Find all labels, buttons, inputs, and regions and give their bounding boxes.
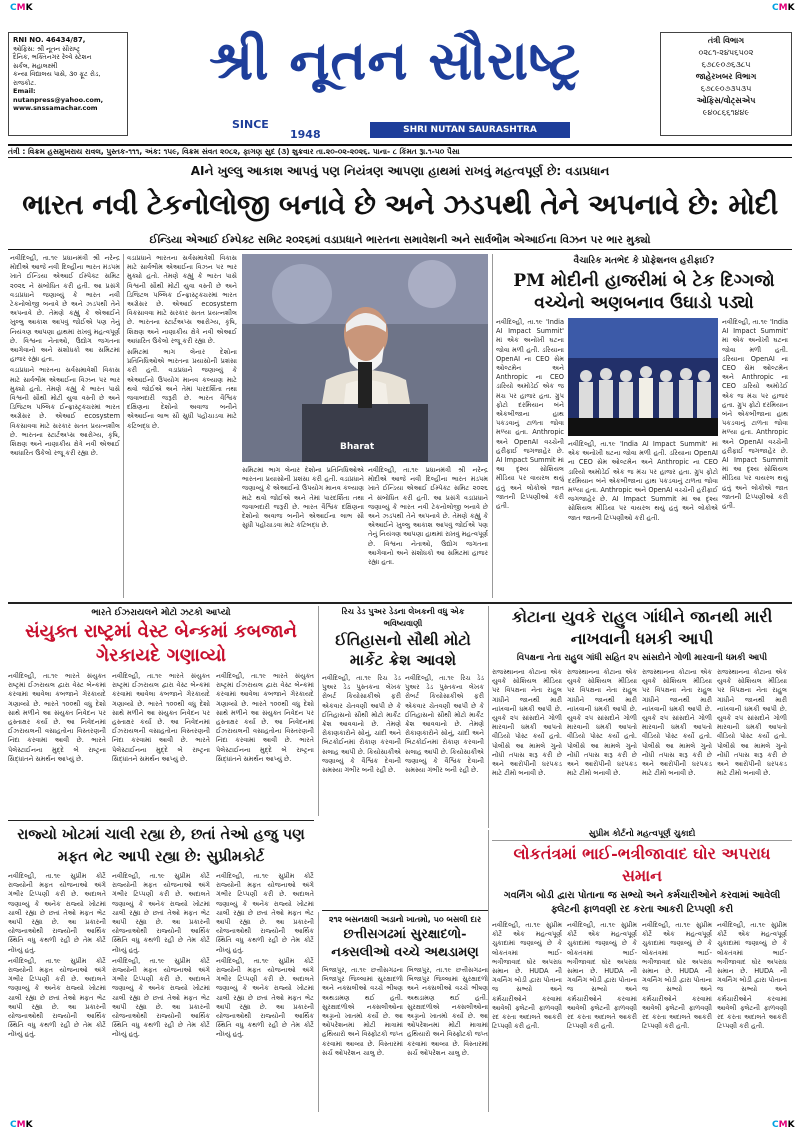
article-headline: લોકતંત્રમાં ભાઈ-ભત્રીજાવાદ ઘોર અપરાધ સમાન xyxy=(513,844,771,885)
lead-body-col-2: વડાપ્રધાને ભારતના સર્વસમાવેશી વિકાસ માટે સાર્વભૌમ એઆઈના વિઝન પર ભાર મુક્યો હતો. તેમણે કહ્યું કે ભારત પાસે વિશ્વની સૌથી મોટી યુવા વસ્તી છે અને ડિજિટલ પબ્લિક ઈન્ફ્રાસ્ટ્રક્ચરમાં ભારત અગ્રેસર છે. એઆઈ ecosystem વિકસાવવા માટે સરકાર સતત પ્રયત્નશીલ છે. ભારતના સ્ટાર્ટઅપ્સ આરોગ્ય, કૃષિ, શિક્ષણ અને નાણાકીય ક્ષેત્રે નવી એઆઈ આધારિત ઉકેલો રજૂ કરી રહ્યા છે. સમિટમાં ભાગ લેનાર દેશોના પ્રતિનિધિઓએ ભારતના પ્રયાસોની પ્રશંસા કરી હતી. વડાપ્રધાને જણાવ્યું કે એઆઈનો ઉપયોગ માનવ કલ્યાણ માટે થવો જોઈએ અને તેમાં પારદર્શિતા તથા જવાબદારી જરૂરી છે. ભારત વૈશ્વિક દક્ષિણના દેશોનો અવાજ બનીને એઆઈના લાભ સૌ સુધી પહોંચાડવા માટે કટિબદ્ધ છે. xyxy=(127,254,237,430)
article-chhattisgarh xyxy=(322,914,488,1112)
article-body-col: નવીદિલ્હી, તા.૧૯ ભારતે સંયુક્ત રાષ્ટ્રમાં ઈઝરાયલ દ્વારા વેસ્ટ બેન્કમાં કરવામાં આવેલા કબજાને ગેરકાયદે ગણાવ્યો છે. ભારતે ૧૦૦થી વધુ દેશો સાથે મળીને આ સંયુક્ત નિવેદન પર હસ્તાક્ષર કર્યા છે. આ નિવેદનમાં ઈઝરાયલની વસાહતોના વિસ્તરણની નિંદા કરવામાં આવી છે. ભારતે પેલેસ્ટાઈનના મુદ્દે બે રાષ્ટ્રના સિદ્ધાંતને સમર્થન આપ્યું છે. xyxy=(216,672,314,763)
article-body-col: નવીદિલ્હી, તા.૧૯ સુપ્રીમ કોર્ટે એક મહત્વપૂર્ણ ચુકાદામાં જણાવ્યું છે કે લોકતંત્રમાં ભાઈ-ભત્રીજાવાદ ઘોર અપરાધ સમાન છે. HUDA ની ગવર્નિંગ બોડી દ્વારા પોતાના જ સભ્યો અને કર્મચારીઓને કરવામાં આવેલી ફ્લેટની ફાળવણી રદ કરતા અદાલતે આકરી ટિપ્પણી કરી હતી. xyxy=(567,921,637,1031)
pm-headline: PM મોદીની હાજરીમાં બે ટેક દિગ્ગજો વચ્ચેનો અણબનાવ ઉઘાડો પડ્યો xyxy=(513,271,775,313)
since-label: SINCE xyxy=(232,118,269,131)
since-year: 1948 xyxy=(290,128,321,141)
lead-body-col-4: નવીદિલ્હી, તા.૧૯ પ્રધાનમંત્રી શ્રી નરેન્દ્ર મોદીએ આજે નવી દિલ્હીના ભારત મંડપમ ખાતે ઈન્ડિયા એઆઈ ઈમ્પેક્ટ સમિટ ૨૦૨૬ ને સંબોધિત કરી હતી. આ પ્રસંગે વડાપ્રધાને જણાવ્યું કે ભારત નવી ટેકનોલોજી બનાવે છે અને ઝડપથી તેને અપનાવે છે. તેમણે કહ્યું કે એઆઈને ખુલ્લુ આકાશ આપવું જોઈએ પણ તેનું નિયંત્રણ આપણા હાથમાં રાખવું મહત્વપૂર્ણ છે. વિશ્વના નેતાઓ, ઉદ્યોગ જગતના આગેવાનો અને સંશોધકો આ સમિટમાં હાજર રહ્યા હતા. xyxy=(368,466,488,567)
article-kicker: રિચ ડેડ પુઅર ડેડના લેખકની વધુ એક ભવિષ્યવાણી xyxy=(341,607,465,628)
article-body-col: રાજસ્થાનના કોટાના એક યુવકે સોશિયલ મીડિયા પર વિપક્ષના નેતા રાહુલ ગાંધીને જાનથી મારી નાખવાની ધમકી આપી છે. યુવકે ૨૫ સાંસદોને ગોળી મારવાની ધમકી આપતો વીડિયો પોસ્ટ કર્યો હતો. પોલીસે આ મામલે ગુનો નોંધી તપાસ શરૂ કરી છે અને આરોપીની ધરપકડ માટે ટીમો બનાવી છે. xyxy=(567,668,637,778)
masthead-right-info: તંત્રી વિભાગ ૦૨૮૧-૨૪૫૬૫૦૨ ૬૭૮૯૦૭૬૩૮૫ જાહેરખબર વિભાગ ૬૭૮૯૦૭૩૫૩૫ ઓફિસ/વોટ્સએપ ૯૪૦૮૬૬૧૪૪૯ xyxy=(660,32,792,136)
article-body-col: બિજાપુર, તા.૧૯ છત્તીસગઢના બિજાપુર જિલ્લામાં સુરક્ષાદળો અને નક્સલીઓ વચ્ચે ભીષણ અથડામણ થઈ હતી. સુરક્ષાદળોએ નક્સલીઓના અડ્ડાનો ખાતમો કર્યો છે. આ ઓપરેશનમાં મોટી માત્રામાં હથિયારો અને વિસ્ફોટકો જપ્ત કરવામાં આવ્યા છે. વિસ્તારમાં સર્ચ ઓપરેશન ચાલુ છે. xyxy=(322,966,403,1057)
masthead-left-info: RNI NO. 46434/87, ઓફિસ: શ્રી નૂતન સૌરાષ્ટ્ર દૈનિક, ભક્તિનગર રેલ્વે સ્ટેશન સર્કલ, મહાલક્ષ્મી કન્યા વિદ્યાલય પાસે, ૩૦ ફૂટ રોડ, રાજકોટ. Email: nutanpress@yahoo.com, www.snssamachar.com xyxy=(8,32,128,136)
article-body-col: નવીદિલ્હી, તા.૧૯ સુપ્રીમ કોર્ટે રાજ્યોની મફત યોજનાઓ અંગે ગંભીર ટિપ્પણી કરી છે. અદાલતે જણાવ્યું કે અનેક રાજ્યો ખોટમાં ચાલી રહ્યા છે છતાં તેઓ મફત ભેટ આપી રહ્યા છે. આ પ્રકારની યોજનાઓથી રાજ્યોની આર્થિક સ્થિતિ વધુ કથળી રહી છે તેમ કોર્ટે નોંધ્યું હતું. નવીદિલ્હી, તા.૧૯ સુપ્રીમ કોર્ટે રાજ્યોની મફત યોજનાઓ અંગે ગંભીર ટિપ્પણી કરી છે. અદાલતે જણાવ્યું કે અનેક રાજ્યો ખોટમાં ચાલી રહ્યા છે છતાં તેઓ મફત ભેટ આપી રહ્યા છે. આ પ્રકારની યોજનાઓથી રાજ્યોની આર્થિક સ્થિતિ વધુ કથળી રહી છે તેમ કોર્ટે નોંધ્યું હતું. xyxy=(8,872,106,1039)
pm-photo xyxy=(568,318,718,436)
article-sc-nepotism xyxy=(492,828,792,1112)
article-kicker: ભારતે ઈઝરાયલને મોટો ઝટકો આપ્યો xyxy=(91,608,231,618)
article-body-col: નવીદિલ્હી, તા.૧૯ રિચ ડેડ પુઅર ડેડ પુસ્તકના લેખક રોબર્ટ કિયોસાકીએ ફરી એકવાર ચેતવણી આપી છે કે ઈતિહાસનો સૌથી મોટો માર્કેટ ક્રેશ આવવાનો છે. તેમણે રોકાણકારોને સોનું, ચાંદી અને બિટકોઈનમાં રોકાણ કરવાની સલાહ આપી છે. કિયોસાકીએ જણાવ્યું કે વૈશ્વિક દેવાની સમસ્યા ગંભીર બની રહી છે. xyxy=(405,674,484,775)
lead-body-col-3: સમિટમાં ભાગ લેનાર દેશોના પ્રતિનિધિઓએ ભારતના પ્રયાસોની પ્રશંસા કરી હતી. વડાપ્રધાને જણાવ્યું કે એઆઈનો ઉપયોગ માનવ કલ્યાણ માટે થવો જોઈએ અને તેમાં પારદર્શિતા તથા જવાબદારી જરૂરી છે. ભારત વૈશ્વિક દક્ષિણના દેશોનો અવાજ બનીને એઆઈના લાભ સૌ સુધી પહોંચાડવા માટે કટિબદ્ધ છે. xyxy=(242,466,364,530)
lead-kicker: AIને ખુલ્લુ આકાશ આપવું પણ નિયંત્રણ આપણા હાથમાં રાખવું મહત્વપૂર્ણ છે: વડાપ્રધાન xyxy=(190,164,610,178)
article-headline: ઈતિહાસનો સૌથી મોટો માર્કેટ ક્રેશ આવશે xyxy=(335,631,471,669)
article-body-col: રાજસ્થાનના કોટાના એક યુવકે સોશિયલ મીડિયા પર વિપક્ષના નેતા રાહુલ ગાંધીને જાનથી મારી નાખવાની ધમકી આપી છે. યુવકે ૨૫ સાંસદોને ગોળી મારવાની ધમકી આપતો વીડિયો પોસ્ટ કર્યો હતો. પોલીસે આ મામલે ગુનો નોંધી તપાસ શરૂ કરી છે અને આરોપીની ધરપકડ માટે ટીમો બનાવી છે. xyxy=(717,668,787,778)
column-divider xyxy=(492,254,493,598)
column-divider xyxy=(488,830,489,1112)
section-divider xyxy=(8,602,792,604)
column-divider xyxy=(123,254,124,598)
column-divider xyxy=(318,606,319,816)
article-subhead: ગવર્નિંગ બોડી દ્વારા પોતાના જ સભ્યો અને કર્મચારીઓને કરવામાં આવેલી ફ્લેટની ફાળવણી રદ કરતા આકરી ટિપ્પણી કરી xyxy=(503,890,781,915)
article-headline: કોટાના યુવકે રાહુલ ગાંધીને જાનથી મારી નાખવાની ધમકી આપી xyxy=(511,607,773,648)
article-body-col: નવીદિલ્હી, તા.૧૯ સુપ્રીમ કોર્ટે એક મહત્વપૂર્ણ ચુકાદામાં જણાવ્યું છે કે લોકતંત્રમાં ભાઈ-ભત્રીજાવાદ ઘોર અપરાધ સમાન છે. HUDA ની ગવર્નિંગ બોડી દ્વારા પોતાના જ સભ્યો અને કર્મચારીઓને કરવામાં આવેલી ફ્લેટની ફાળવણી રદ કરતા અદાલતે આકરી ટિપ્પણી કરી હતી. xyxy=(642,921,712,1031)
lead-headline: ભારત નવી ટેકનોલોજી બનાવે છે અને ઝડપથી તેને અપનાવે છે: મોદી xyxy=(22,188,778,221)
pm-kicker: વૈચારિક મતભેદ કે પ્રોફેશનલ હરીફાઈ? xyxy=(573,256,715,266)
article-un-westbank xyxy=(8,606,314,816)
section-divider xyxy=(322,910,488,911)
lead-photo xyxy=(242,254,488,462)
column-divider xyxy=(318,912,319,1112)
article-kicker: ૨૧૨ બસનક્ષલી અડાનો ખાતમો, ૫૦ બસલી દાર xyxy=(328,915,482,924)
dateline: તંત્રી : વિક્રમ હસમુખરાય રાવલ, પુસ્તક-૧૧૧, અંક: ૧૫૯, વિક્રમ સંવત ૨૦૮૨, ફાગણ સુદ (૩) શુક્રવાર તા.૨૦-૦૨-૨૦૨૬. પાના- ૮ કિંમત રૂા.૧-૫૦ પૈસા xyxy=(8,144,792,158)
print-marks-bottom: CMK xyxy=(10,1120,33,1130)
article-body-col: નવીદિલ્હી, તા.૧૯ રિચ ડેડ પુઅર ડેડ પુસ્તકના લેખક રોબર્ટ કિયોસાકીએ ફરી એકવાર ચેતવણી આપી છે કે ઈતિહાસનો સૌથી મોટો માર્કેટ ક્રેશ આવવાનો છે. તેમણે રોકાણકારોને સોનું, ચાંદી અને બિટકોઈનમાં રોકાણ કરવાની સલાહ આપી છે. કિયોસાકીએ જણાવ્યું કે વૈશ્વિક દેવાની સમસ્યા ગંભીર બની રહી છે. xyxy=(322,674,401,775)
article-subhead: વિપક્ષના નેતા રાહુલ ગાંધી સહિત ૨૫ સાંસદોને ગોળી મારવાની ધમકી આપી xyxy=(516,653,768,663)
pm-body-col-1: નવીદિલ્હી, તા.૧૯ 'India AI Impact Summit' માં એક અનોખી ઘટના જોવા મળી હતી. ડરિયાના OpenAI ના CEO સેમ ઓલ્ટમેન અને Anthropic ના CEO ડારિયો અમોડેઈ એક જ મંચ પર હાજર હતા. ગ્રુપ ફોટો દરમિયાન બંને એકબીજાના હાથ પકડવાનું ટાળતા જોવા મળ્યા હતા. Anthropic અને OpenAI વચ્ચેની હરીફાઈ જગજાહેર છે. AI Impact Summit માં આ દૃશ્ય સોશિયલ મીડિયા પર વાયરલ થયું હતું અને લોકોએ જાત જાતની ટિપ્પણીઓ કરી હતી. xyxy=(496,318,564,511)
article-market-crash xyxy=(322,606,484,910)
article-body-col: નવીદિલ્હી, તા.૧૯ સુપ્રીમ કોર્ટે એક મહત્વપૂર્ણ ચુકાદામાં જણાવ્યું છે કે લોકતંત્રમાં ભાઈ-ભત્રીજાવાદ ઘોર અપરાધ સમાન છે. HUDA ની ગવર્નિંગ બોડી દ્વારા પોતાના જ સભ્યો અને કર્મચારીઓને કરવામાં આવેલી ફ્લેટની ફાળવણી રદ કરતા અદાલતે આકરી ટિપ્પણી કરી હતી. xyxy=(717,921,787,1031)
lead-subhead: ઈન્ડિયા એઆઈ ઈમ્પેક્ટ સમિટ ૨૦૨૬માં વડાપ્રધાને ભારતના સમાવેશની અને સાર્વભૌમ એઆઈના વિઝન પર ભાર મુક્યો xyxy=(8,230,792,250)
print-marks-top: CMK xyxy=(10,3,33,13)
article-states-freebies xyxy=(8,824,314,1112)
english-title: SHRI NUTAN SAURASHTRA xyxy=(370,122,570,138)
article-body-col: રાજસ્થાનના કોટાના એક યુવકે સોશિયલ મીડિયા પર વિપક્ષના નેતા રાહુલ ગાંધીને જાનથી મારી નાખવાની ધમકી આપી છે. યુવકે ૨૫ સાંસદોને ગોળી મારવાની ધમકી આપતો વીડિયો પોસ્ટ કર્યો હતો. પોલીસે આ મામલે ગુનો નોંધી તપાસ શરૂ કરી છે અને આરોપીની ધરપકડ માટે ટીમો બનાવી છે. xyxy=(492,668,562,778)
article-body-col: નવીદિલ્હી, તા.૧૯ ભારતે સંયુક્ત રાષ્ટ્રમાં ઈઝરાયલ દ્વારા વેસ્ટ બેન્કમાં કરવામાં આવેલા કબજાને ગેરકાયદે ગણાવ્યો છે. ભારતે ૧૦૦થી વધુ દેશો સાથે મળીને આ સંયુક્ત નિવેદન પર હસ્તાક્ષર કર્યા છે. આ નિવેદનમાં ઈઝરાયલની વસાહતોના વિસ્તરણની નિંદા કરવામાં આવી છે. ભારતે પેલેસ્ટાઈનના મુદ્દે બે રાષ્ટ્રના સિદ્ધાંતને સમર્થન આપ્યું છે. xyxy=(112,672,210,763)
print-marks-bottom-right: CMK xyxy=(772,1120,795,1130)
article-body-col: નવીદિલ્હી, તા.૧૯ સુપ્રીમ કોર્ટે રાજ્યોની મફત યોજનાઓ અંગે ગંભીર ટિપ્પણી કરી છે. અદાલતે જણાવ્યું કે અનેક રાજ્યો ખોટમાં ચાલી રહ્યા છે છતાં તેઓ મફત ભેટ આપી રહ્યા છે. આ પ્રકારની યોજનાઓથી રાજ્યોની આર્થિક સ્થિતિ વધુ કથળી રહી છે તેમ કોર્ટે નોંધ્યું હતું. નવીદિલ્હી, તા.૧૯ સુપ્રીમ કોર્ટે રાજ્યોની મફત યોજનાઓ અંગે ગંભીર ટિપ્પણી કરી છે. અદાલતે જણાવ્યું કે અનેક રાજ્યો ખોટમાં ચાલી રહ્યા છે છતાં તેઓ મફત ભેટ આપી રહ્યા છે. આ પ્રકારની યોજનાઓથી રાજ્યોની આર્થિક સ્થિતિ વધુ કથળી રહી છે તેમ કોર્ટે નોંધ્યું હતું. xyxy=(216,872,314,1039)
photo-caption: Bharat xyxy=(340,442,375,452)
article-body-col: રાજસ્થાનના કોટાના એક યુવકે સોશિયલ મીડિયા પર વિપક્ષના નેતા રાહુલ ગાંધીને જાનથી મારી નાખવાની ધમકી આપી છે. યુવકે ૨૫ સાંસદોને ગોળી મારવાની ધમકી આપતો વીડિયો પોસ્ટ કર્યો હતો. પોલીસે આ મામલે ગુનો નોંધી તપાસ શરૂ કરી છે અને આરોપીની ધરપકડ માટે ટીમો બનાવી છે. xyxy=(642,668,712,778)
pm-story xyxy=(496,254,792,598)
masthead-logo xyxy=(140,24,650,140)
article-body-col: નવીદિલ્હી, તા.૧૯ સુપ્રીમ કોર્ટે એક મહત્વપૂર્ણ ચુકાદામાં જણાવ્યું છે કે લોકતંત્રમાં ભાઈ-ભત્રીજાવાદ ઘોર અપરાધ સમાન છે. HUDA ની ગવર્નિંગ બોડી દ્વારા પોતાના જ સભ્યો અને કર્મચારીઓને કરવામાં આવેલી ફ્લેટની ફાળવણી રદ કરતા અદાલતે આકરી ટિપ્પણી કરી હતી. xyxy=(492,921,562,1031)
section-divider xyxy=(8,820,314,821)
article-headline: છત્તીસગઢમાં સુરક્ષાદળો-નક્સલીઓ વચ્ચે અથડામણ xyxy=(331,927,479,960)
summit-group-photo xyxy=(568,318,718,436)
article-rahul-threat xyxy=(492,606,792,826)
article-body-col: નવીદિલ્હી, તા.૧૯ ભારતે સંયુક્ત રાષ્ટ્રમાં ઈઝરાયલ દ્વારા વેસ્ટ બેન્કમાં કરવામાં આવેલા કબજાને ગેરકાયદે ગણાવ્યો છે. ભારતે ૧૦૦થી વધુ દેશો સાથે મળીને આ સંયુક્ત નિવેદન પર હસ્તાક્ષર કર્યા છે. આ નિવેદનમાં ઈઝરાયલની વસાહતોના વિસ્તરણની નિંદા કરવામાં આવી છે. ભારતે પેલેસ્ટાઈનના મુદ્દે બે રાષ્ટ્રના સિદ્ધાંતને સમર્થન આપ્યું છે. xyxy=(8,672,106,763)
article-headline: રાજ્યો ખોટમાં ચાલી રહ્યા છે, છતાં તેઓ હજુ પણ મફત ભેટ આપી રહ્યા છે: સુપ્રીમકોર્ટ xyxy=(17,826,305,865)
article-body-col: બિજાપુર, તા.૧૯ છત્તીસગઢના બિજાપુર જિલ્લામાં સુરક્ષાદળો અને નક્સલીઓ વચ્ચે ભીષણ અથડામણ થઈ હતી. સુરક્ષાદળોએ નક્સલીઓના અડ્ડાનો ખાતમો કર્યો છે. આ ઓપરેશનમાં મોટી માત્રામાં હથિયારો અને વિસ્ફોટકો જપ્ત કરવામાં આવ્યા છે. વિસ્તારમાં સર્ચ ઓપરેશન ચાલુ છે. xyxy=(407,966,488,1057)
article-headline: સંયુક્ત રાષ્ટ્રમાં વેસ્ટ બેન્કમાં કબજાને ગેરકાયદે ગણાવ્યો xyxy=(25,621,297,666)
article-body-col: નવીદિલ્હી, તા.૧૯ સુપ્રીમ કોર્ટે રાજ્યોની મફત યોજનાઓ અંગે ગંભીર ટિપ્પણી કરી છે. અદાલતે જણાવ્યું કે અનેક રાજ્યો ખોટમાં ચાલી રહ્યા છે છતાં તેઓ મફત ભેટ આપી રહ્યા છે. આ પ્રકારની યોજનાઓથી રાજ્યોની આર્થિક સ્થિતિ વધુ કથળી રહી છે તેમ કોર્ટે નોંધ્યું હતું. નવીદિલ્હી, તા.૧૯ સુપ્રીમ કોર્ટે રાજ્યોની મફત યોજનાઓ અંગે ગંભીર ટિપ્પણી કરી છે. અદાલતે જણાવ્યું કે અનેક રાજ્યો ખોટમાં ચાલી રહ્યા છે છતાં તેઓ મફત ભેટ આપી રહ્યા છે. આ પ્રકારની યોજનાઓથી રાજ્યોની આર્થિક સ્થિતિ વધુ કથળી રહી છે તેમ કોર્ટે નોંધ્યું હતું. xyxy=(112,872,210,1039)
print-marks-top-right: CMK xyxy=(772,3,795,13)
modi-photo-illustration xyxy=(242,254,488,462)
pm-body-col-2: નવીદિલ્હી, તા.૧૯ 'India AI Impact Summit' માં એક અનોખી ઘટના જોવા મળી હતી. ડરિયાના OpenAI ના CEO સેમ ઓલ્ટમેન અને Anthropic ના CEO ડારિયો અમોડેઈ એક જ મંચ પર હાજર હતા. ગ્રુપ ફોટો દરમિયાન બંને એકબીજાના હાથ પકડવાનું ટાળતા જોવા મળ્યા હતા. Anthropic અને OpenAI વચ્ચેની હરીફાઈ જગજાહેર છે. AI Impact Summit માં આ દૃશ્ય સોશિયલ મીડિયા પર વાયરલ થયું હતું અને લોકોએ જાત જાતની ટિપ્પણીઓ કરી હતી. xyxy=(568,440,718,522)
lead-body-col-1: નવીદિલ્હી, તા.૧૯ પ્રધાનમંત્રી શ્રી નરેન્દ્ર મોદીએ આજે નવી દિલ્હીના ભારત મંડપમ ખાતે ઈન્ડિયા એઆઈ ઈમ્પેક્ટ સમિટ ૨૦૨૬ ને સંબોધિત કરી હતી. આ પ્રસંગે વડાપ્રધાને જણાવ્યું કે ભારત નવી ટેકનોલોજી બનાવે છે અને ઝડપથી તેને અપનાવે છે. તેમણે કહ્યું કે એઆઈને ખુલ્લુ આકાશ આપવું જોઈએ પણ તેનું નિયંત્રણ આપણા હાથમાં રાખવું મહત્વપૂર્ણ છે. વિશ્વના નેતાઓ, ઉદ્યોગ જગતના આગેવાનો અને સંશોધકો આ સમિટમાં હાજર રહ્યા હતા. વડાપ્રધાને ભારતના સર્વસમાવેશી વિકાસ માટે સાર્વભૌમ એઆઈના વિઝન પર ભાર મુક્યો હતો. તેમણે કહ્યું કે ભારત પાસે વિશ્વની સૌથી મોટી યુવા વસ્તી છે અને ડિજિટલ પબ્લિક ઈન્ફ્રાસ્ટ્રક્ચરમાં ભારત અગ્રેસર છે. એઆઈ ecosystem વિકસાવવા માટે સરકાર સતત પ્રયત્નશીલ છે. ભારતના સ્ટાર્ટઅપ્સ આરોગ્ય, કૃષિ, શિક્ષણ અને નાણાકીય ક્ષેત્રે નવી એઆઈ આધારિત ઉકેલો રજૂ કરી રહ્યા છે. xyxy=(10,254,120,458)
article-kicker: સુપ્રીમ કોર્ટનો મહત્વપૂર્ણ ચુકાદો xyxy=(492,828,792,841)
column-divider xyxy=(488,606,489,828)
pm-body-col-3: નવીદિલ્હી, તા.૧૯ 'India AI Impact Summit' માં એક અનોખી ઘટના જોવા મળી હતી. ડરિયાના OpenAI ના CEO સેમ ઓલ્ટમેન અને Anthropic ના CEO ડારિયો અમોડેઈ એક જ મંચ પર હાજર હતા. ગ્રુપ ફોટો દરમિયાન બંને એકબીજાના હાથ પકડવાનું ટાળતા જોવા મળ્યા હતા. Anthropic અને OpenAI વચ્ચેની હરીફાઈ જગજાહેર છે. AI Impact Summit માં આ દૃશ્ય સોશિયલ મીડિયા પર વાયરલ થયું હતું અને લોકોએ જાત જાતની ટિપ્પણીઓ કરી હતી. xyxy=(722,318,788,511)
newspaper-title: શ્રી નૂતન સૌરાષ્ટ્ર xyxy=(209,28,581,92)
